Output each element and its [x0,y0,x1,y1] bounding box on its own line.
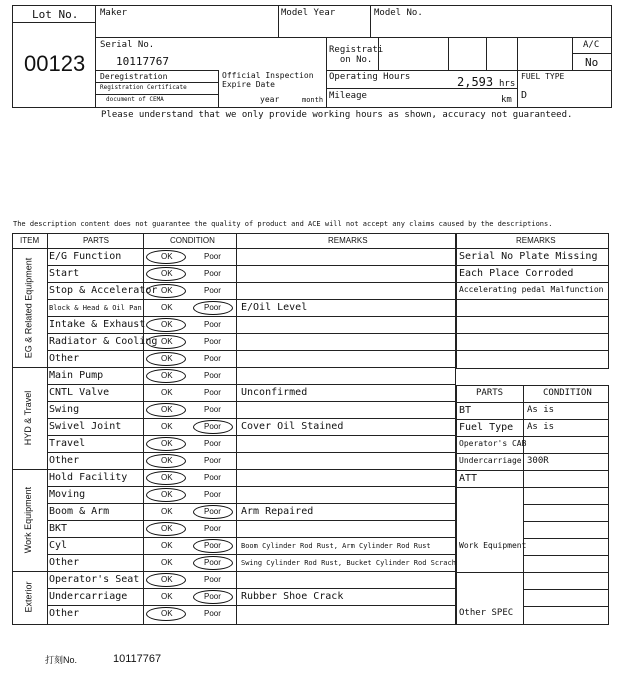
spec-condition-header: CONDITION [543,388,592,398]
ok-option: OK [161,303,173,312]
ok-option: OK [161,524,173,533]
poor-option: Poor [204,286,221,295]
registration-certificate-label: Registration Certificate [100,84,187,91]
ok-circle-mark [146,352,186,366]
ok-option: OK [161,490,173,499]
poor-circle-mark [193,505,233,519]
poor-option: Poor [204,524,221,533]
ok-option: OK [161,473,173,482]
inspection-label: Official Inspection Expire Date [222,71,314,89]
part-name: Intake & Exhaust [49,319,146,330]
fuel-type-value: D [521,90,528,101]
part-name: Radiator & Cooling [49,336,158,347]
part-name: Stop & Accelerator [49,285,158,296]
spec-condition: 300R [527,456,549,466]
part-name: Other [49,608,80,619]
spec-parts-header: PARTS [476,388,504,398]
poor-option: Poor [204,422,221,431]
deregistration-label: Deregistration [100,72,168,81]
ok-option: OK [161,439,173,448]
remark-text: Unconfirmed [241,387,308,398]
ok-circle-mark [146,403,186,417]
ok-option: OK [161,456,173,465]
group-label: Exterior [23,581,33,613]
remark-text: Boom Cylinder Rod Rust, Arm Cylinder Rod Rust [241,542,431,550]
poor-option: Poor [204,388,221,397]
poor-option: Poor [204,541,221,550]
remark-text: E/Oil Level [241,302,308,313]
poor-option: Poor [204,473,221,482]
part-name: Moving [49,489,86,500]
ok-option: OK [161,558,173,567]
ok-option: OK [161,371,173,380]
ok-option: OK [161,422,173,431]
poor-option: Poor [204,490,221,499]
hours-notice: Please understand that we only provide working hours as shown, accuracy not guaranteed. [101,110,573,120]
item-header: ITEM [20,236,40,245]
remark-text: Arm Repaired [241,506,314,517]
ok-circle-mark [146,573,186,587]
part-name: E/G Function [49,251,122,262]
part-name: Swing [49,404,80,415]
ok-option: OK [161,269,173,278]
ok-circle-mark [146,369,186,383]
remark-text: Rubber Shoe Crack [241,591,344,602]
spec-part: Undercarriage [459,456,522,465]
ok-option: OK [161,252,173,261]
right-remark-text: Each Place Corroded [459,268,574,279]
model-year-label: Model Year [281,8,336,18]
part-name: Travel [49,438,86,449]
ok-circle-mark [146,437,186,451]
lot-number: 00123 [24,51,86,76]
ok-option: OK [161,286,173,295]
ok-circle-mark [146,284,186,298]
part-name: Undercarriage [49,591,128,602]
poor-option: Poor [204,558,221,567]
ok-option: OK [161,609,173,618]
km-unit: km [501,95,512,105]
poor-circle-mark [193,556,233,570]
operating-hours-value: 2,593 [457,75,494,89]
poor-option: Poor [204,320,221,329]
part-name: BKT [49,523,68,534]
part-name: Main Pump [49,370,104,381]
right-remark-text: Serial No Plate Missing [459,251,598,262]
remark-text: Swing Cylinder Rod Rust, Bucket Cylinder Rod Scrach [241,559,456,567]
footer-number: 10117767 [113,653,162,665]
spec-part: Fuel Type [459,422,514,433]
poor-option: Poor [204,405,221,414]
right-remarks-header: REMARKS [516,236,556,245]
ok-circle-mark [146,471,186,485]
spec-part: Operator's CAB [459,439,527,448]
ok-circle-mark [146,250,186,264]
maker-label: Maker [100,8,128,18]
work-equipment-label: Work Equipment [459,541,527,550]
mileage-label: Mileage [329,91,367,101]
part-name: Operator's Seat [49,574,140,585]
remark-text: Cover Oil Stained [241,421,344,432]
poor-option: Poor [204,575,221,584]
fuel-type-label: FUEL TYPE [521,72,565,81]
year-label: year [260,95,280,104]
ok-option: OK [161,354,173,363]
ok-circle-mark [146,267,186,281]
part-name: Other [49,557,80,568]
ok-circle-mark [146,522,186,536]
poor-option: Poor [204,371,221,380]
spec-condition: As is [527,405,555,415]
ok-option: OK [161,320,173,329]
poor-option: Poor [204,609,221,618]
ok-option: OK [161,405,173,414]
condition-header: CONDITION [170,236,215,245]
ok-circle-mark [146,607,186,621]
poor-option: Poor [204,303,221,312]
serial-number: 10117767 [116,55,169,68]
ok-circle-mark [146,454,186,468]
spec-part: BT [459,405,472,416]
spec-condition: As is [527,422,555,432]
hrs-unit: hrs [499,79,516,89]
lot-label: Lot No. [32,8,79,21]
ok-option: OK [161,388,173,397]
disclaimer-text: The description content does not guarantee the quality of product and ACE will not accept any claims caused by the descriptions. [13,220,553,228]
part-name: Other [49,353,80,364]
ok-circle-mark [146,488,186,502]
operating-hours-label: Operating Hours [329,72,411,82]
poor-option: Poor [204,507,221,516]
ac-value: No [585,56,599,69]
footer-label: 打刻No. [45,655,78,665]
poor-circle-mark [193,590,233,604]
part-name: CNTL Valve [49,387,110,398]
remarks-header: REMARKS [328,236,368,245]
part-name: Boom & Arm [49,506,110,517]
group-label: Work Equipment [23,486,33,554]
part-name: Block & Head & Oil Pan [49,304,142,312]
part-name: Other [49,455,80,466]
part-name: Swivel Joint [49,421,122,432]
poor-circle-mark [193,420,233,434]
registration-label: Registrati on No. [329,45,384,66]
model-no-label: Model No. [374,8,423,18]
cema-label: document of CEMA [106,96,164,103]
poor-circle-mark [193,539,233,553]
part-name: Cyl [49,540,68,551]
poor-option: Poor [204,337,221,346]
poor-option: Poor [204,456,221,465]
ok-option: OK [161,575,173,584]
ac-label: A/C [583,40,600,50]
part-name: Start [49,268,80,279]
right-remark-text: Accelerating pedal Malfunction [459,285,604,294]
ok-circle-mark [146,318,186,332]
serial-label: Serial No. [100,40,155,50]
group-label: HYD & Travel [23,390,33,446]
other-spec-label: Other SPEC [459,608,514,618]
poor-option: Poor [204,592,221,601]
ok-circle-mark [146,335,186,349]
poor-option: Poor [204,439,221,448]
month-label: month [302,96,324,104]
parts-header: PARTS [83,236,109,245]
group-label: EG & Related Equipment [23,257,33,358]
poor-option: Poor [204,269,221,278]
poor-option: Poor [204,354,221,363]
ok-option: OK [161,337,173,346]
ok-option: OK [161,507,173,516]
poor-option: Poor [204,252,221,261]
ok-option: OK [161,541,173,550]
spec-part: ATT [459,473,478,484]
part-name: Hold Facility [49,472,128,483]
poor-circle-mark [193,301,233,315]
ok-option: OK [161,592,173,601]
